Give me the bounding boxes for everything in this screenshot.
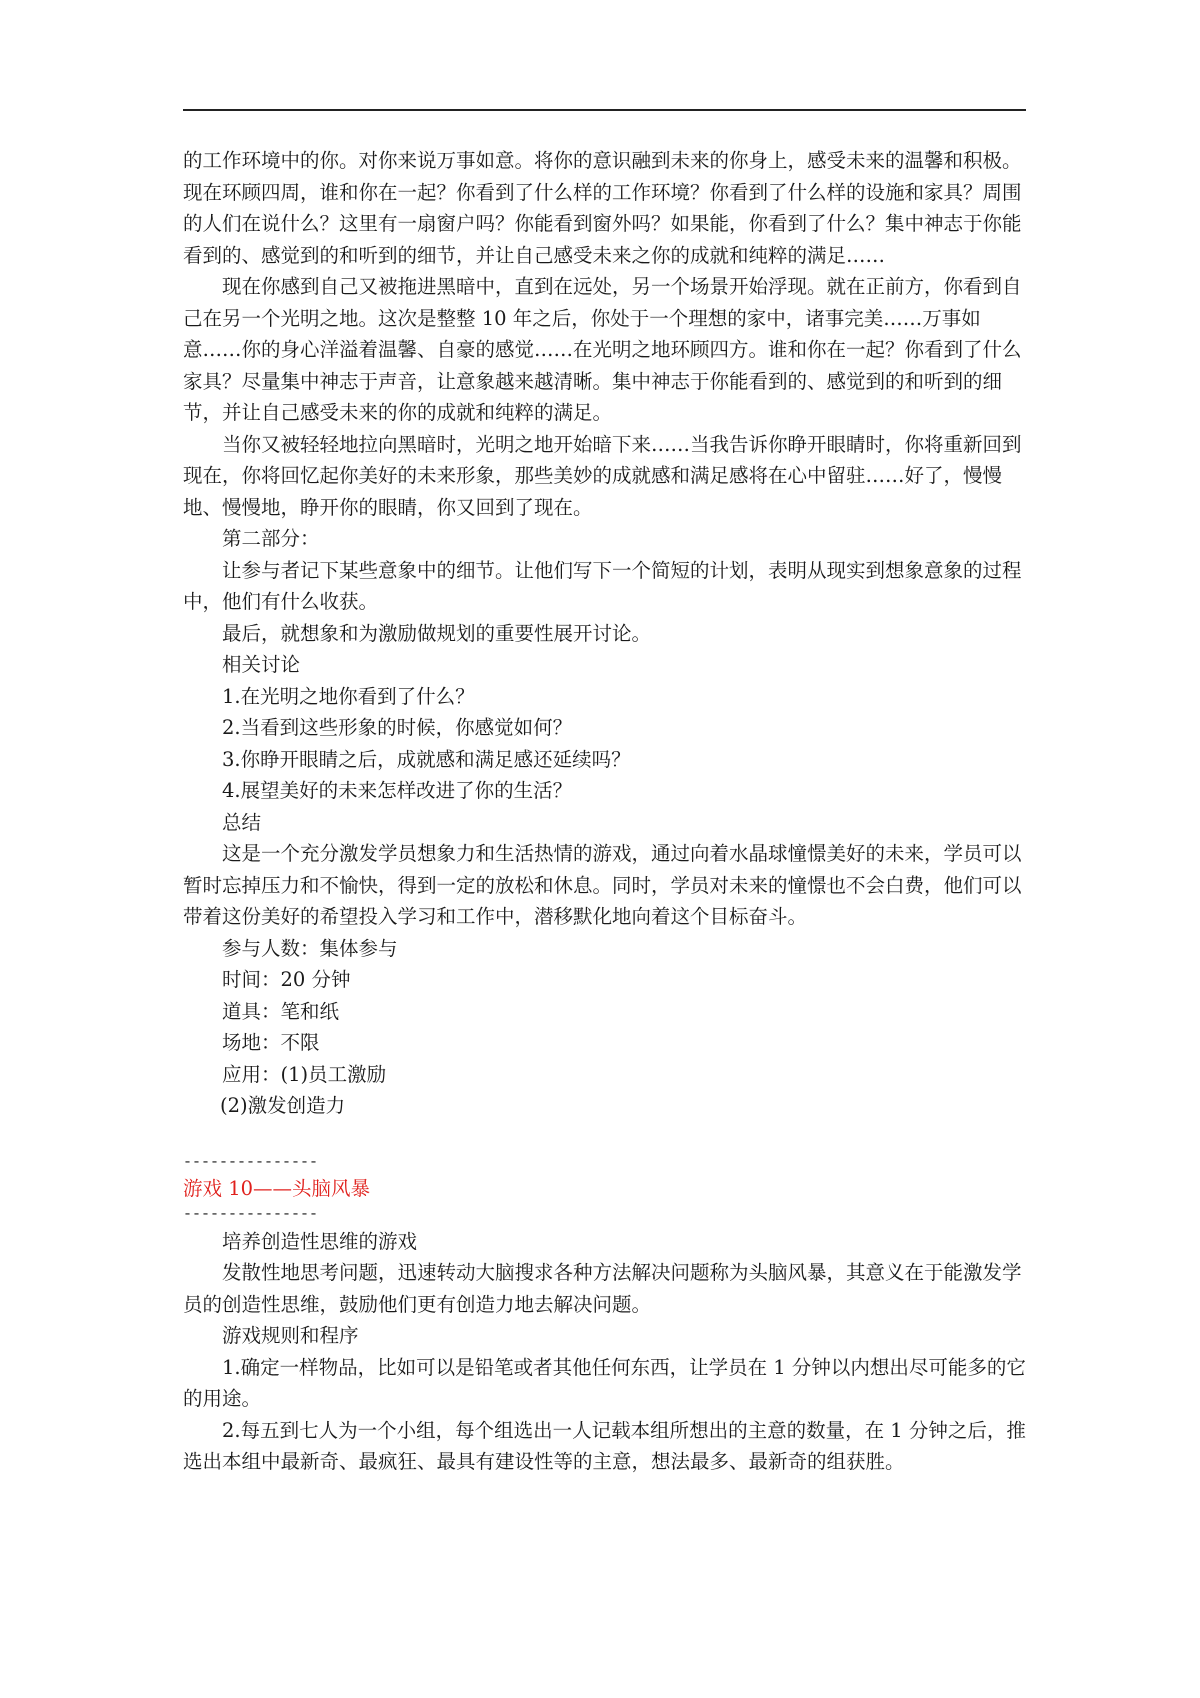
info-line: (2)激发创造力 — [220, 1094, 346, 1117]
paragraph: 当你又被轻轻地拉向黑暗时，光明之地开始暗下来……当我告诉你睁开眼睛时，你将重新回到现在，你将回忆起你美好的未来形象，那些美妙的成就感和满足感将在心中留驻……好了，慢慢地、慢慢地，睁开你的眼睛，你又回到了现在。 — [183, 432, 1022, 519]
info-line: 应用：(1)员工激励 — [222, 1062, 387, 1086]
section-heading: 第二部分： — [222, 527, 320, 550]
list-item: 1.确定一样物品，比如可以是铅笔或者其他任何东西，让学员在 1 分钟以内想出尽可能多的它的用途。 — [183, 1355, 1026, 1410]
list-item: 2.当看到这些形象的时候，你感觉如何？ — [222, 716, 573, 739]
info-line: 道具：笔和纸 — [222, 999, 340, 1023]
section-heading: 相关讨论 — [222, 653, 301, 676]
header-rule — [183, 109, 1026, 111]
list-item: 3.你睁开眼睛之后，成就感和满足感还延续吗？ — [222, 747, 631, 771]
separator: --------------- — [183, 1153, 319, 1171]
section-heading: 总结 — [222, 810, 262, 834]
spacer — [183, 1122, 1026, 1152]
info-line: 参与人数：集体参与 — [222, 936, 398, 960]
paragraph: 培养创造性思维的游戏 — [222, 1229, 418, 1253]
paragraph: 现在你感到自己又被拖进黑暗中，直到在远处，另一个场景开始浮现。就在正前方，你看到自己在另一个光明之地。这次是整整 10 年之后，你处于一个理想的家中，诸事完美……万事如意……你的身心洋溢着温馨、自豪的感觉……在光明之地环顾四方。谁和你在一起？你看到了什么家具？尽量集中神志于声音，让意象越来越清晰。集中神志于你能看到的、感觉到的和听到的细节，并让自己感受未来的你的成就和纯粹的满足。 — [183, 275, 1022, 424]
section-title: 游戏 10——头脑风暴 — [183, 1176, 371, 1200]
paragraph: 的工作环境中的你。对你来说万事如意。将你的意识融到未来的你身上，感受未来的温馨和积极。现在环顾四周，谁和你在一起？你看到了什么样的工作环境？你看到了什么样的设施和家具？周围的人们在说什么？这里有一扇窗户吗？你能看到窗外吗？如果能，你看到了什么？集中神志于你能看到的、感觉到的和听到的细节，并让自己感受未来之你的成就和纯粹的满足…… — [183, 149, 1022, 267]
info-line: 场地：不限 — [222, 1031, 320, 1054]
document-body — [183, 145, 1026, 1478]
paragraph: 最后，就想象和为激励做规划的重要性展开讨论。 — [222, 621, 652, 645]
paragraph: 发散性地思考问题，迅速转动大脑搜求各种方法解决问题称为头脑风暴，其意义在于能激发学员的创造性思维，鼓励他们更有创造力地去解决问题。 — [183, 1261, 1022, 1316]
info-line: 时间：20 分钟 — [222, 968, 351, 991]
section-heading: 游戏规则和程序 — [222, 1324, 359, 1347]
paragraph: 这是一个充分激发学员想象力和生活热情的游戏，通过向着水晶球憧憬美好的未来，学员可以暂时忘掉压力和不愉快，得到一定的放松和休息。同时，学员对未来的憧憬也不会白费，他们可以带着这份美好的希望投入学习和工作中，潜移默化地向着这个目标奋斗。 — [183, 842, 1022, 928]
separator: --------------- — [183, 1205, 319, 1223]
list-item: 2.每五到七人为一个小组，每个组选出一人记载本组所想出的主意的数量，在 1 分钟之后，推选出本组中最新奇、最疯狂、最具有建设性等的主意，想法最多、最新奇的组获胜。 — [183, 1418, 1026, 1473]
paragraph: 让参与者记下某些意象中的细节。让他们写下一个简短的计划，表明从现实到想象意象的过程中，他们有什么收获。 — [183, 558, 1022, 613]
list-item: 4.展望美好的未来怎样改进了你的生活？ — [222, 779, 573, 802]
list-item: 1.在光明之地你看到了什么？ — [222, 684, 475, 708]
